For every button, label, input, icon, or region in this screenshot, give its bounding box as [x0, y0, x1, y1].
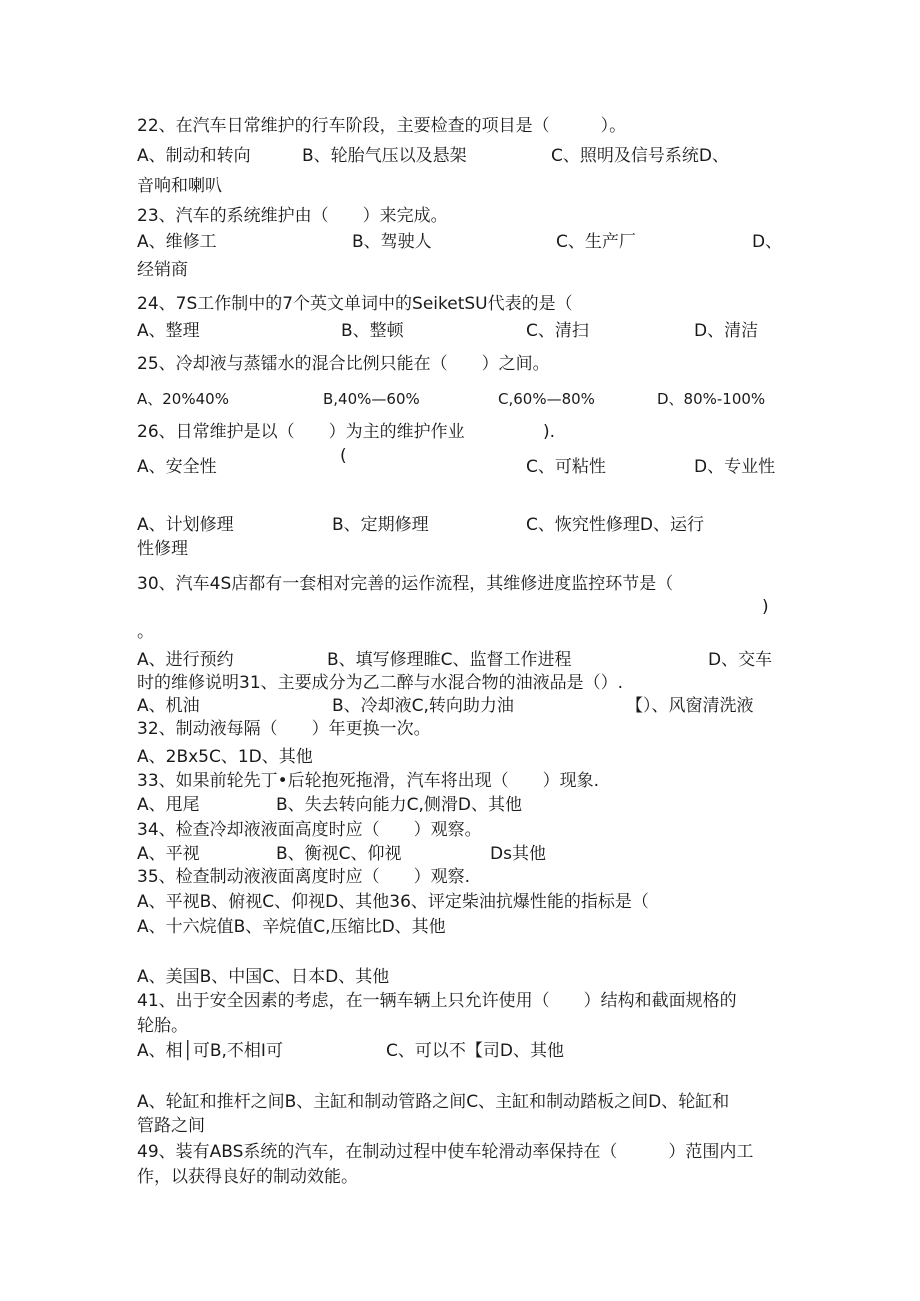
- q24-option-b: B、整顿: [341, 321, 404, 341]
- q35-stem: 35、检查制动液液面离度时应（ ）观察.: [137, 867, 471, 887]
- q34-options-b-c: B、衡视C、仰视: [276, 844, 402, 864]
- q27-option-a: A、计划修理: [137, 515, 234, 535]
- q23-stem: 23、汽车的系统维护由（ ）来完成。: [137, 206, 448, 226]
- q33-option-a: A、甩尾: [137, 795, 200, 815]
- q23-option-d-label: D、: [752, 232, 783, 252]
- q24-option-c: C、清扫: [526, 321, 589, 341]
- q25-option-b: B,40%—60%: [323, 390, 420, 408]
- q22-option-d: 音响和喇叭: [137, 176, 222, 196]
- q23-option-c: C、生产厂: [556, 232, 636, 252]
- q22-option-b: B、轮胎气压以及悬架: [302, 146, 467, 166]
- q31-option-b-c: B、冷却液C,转向助力油: [332, 696, 514, 716]
- q22-option-a: A、制动和转向: [137, 146, 251, 166]
- q33-options-b-d: B、失去转向能力C,侧滑D、其他: [276, 795, 523, 815]
- q41-stem: 41、出于安全因素的考虑，在一辆车辆上只允许使用（ ）结构和截面规格的: [137, 991, 737, 1011]
- q22-stem: 22、在汽车日常维护的行车阶段，主要检查的项目是（ ）。: [137, 116, 627, 136]
- q22-option-c: C、照明及信号系统D、: [551, 146, 729, 166]
- q23-option-d: 经销商: [137, 260, 188, 280]
- q34-option-d: Ds其他: [490, 844, 546, 864]
- q31-option-a: A、机油: [137, 696, 200, 716]
- q30-option-b-c: B、填写修理睢C、监督工作进程: [327, 650, 572, 670]
- q-options-countries: A、美国B、中国C、日本D、其他: [137, 967, 390, 987]
- q24-option-a: A、整理: [137, 321, 200, 341]
- q33-stem: 33、如果前轮先丁•后轮抱死拖滑，汽车将出现（ ）现象.: [137, 771, 600, 791]
- q31-option-d: 【）、风窗清洗液: [626, 696, 754, 716]
- q30-option-d: D、交车: [708, 650, 773, 670]
- q23-option-a: A、维修工: [137, 232, 217, 252]
- q25-option-a: A、20%40%: [137, 390, 229, 408]
- q23-option-b: B、驾驶人: [352, 232, 432, 252]
- q41-options-a-b: A、相│可B,不相I可: [137, 1041, 283, 1061]
- q41-options-c-d: C、可以不【司D、其他: [386, 1041, 564, 1061]
- q30-option-a: A、进行预约: [137, 650, 234, 670]
- q27-option-b: B、定期修理: [332, 515, 429, 535]
- q-options-brake-circuit: A、轮缸和推杆之间B、主缸和制动管路之间C、主缸和制动踏板之间D、轮缸和: [137, 1092, 730, 1112]
- q36-options: A、十六烷值B、辛烷值C,压缩比D、其他: [137, 917, 446, 937]
- q30-stem-end: 。: [137, 622, 154, 642]
- q24-stem: 24、7S工作制中的7个英文单词中的SeiketSU代表的是（: [137, 294, 573, 314]
- q25-option-c: C,60%—80%: [498, 390, 595, 408]
- q26-stem: 26、日常维护是以（ ）为主的维护作业: [137, 422, 465, 442]
- q49-stem: 49、装有ABS系统的汽车，在制动过程中使车轮滑动率保持在（ ）范围内工: [137, 1142, 754, 1162]
- q26-option-d: D、专业性: [694, 457, 776, 477]
- q32-options: A、2Bx5C、1D、其他: [137, 747, 313, 767]
- q26-option-c: C、可粘性: [526, 457, 606, 477]
- q30-stem-paren: ): [762, 597, 769, 617]
- q26-stray-paren: (: [340, 446, 347, 466]
- q26-stem-end: ).: [543, 422, 556, 442]
- q27-option-d: 性修理: [137, 539, 188, 559]
- q26-option-a: A、安全性: [137, 457, 217, 477]
- q34-option-a: A、平视: [137, 844, 200, 864]
- q41-stem-end: 轮胎。: [137, 1016, 188, 1036]
- q35-q36-line: A、平视B、俯视C、仰视D、其他36、评定柴油抗爆性能的指标是（: [137, 892, 649, 912]
- q32-stem: 32、制动液每隔（ ）年更换一次。: [137, 719, 431, 739]
- q-options-brake-circuit-end: 管路之间: [137, 1116, 205, 1136]
- q25-option-d: D、80%-100%: [657, 390, 766, 408]
- q27-option-c: C、恢究性修理D、运行: [526, 515, 704, 535]
- q24-option-d: D、清洁: [694, 321, 759, 341]
- q30-q31-line: 时的维修说明31、主要成分为乙二醉与水混合物的油液品是（）.: [137, 673, 624, 693]
- q30-stem: 30、汽车4S店都有一套相对完善的运作流程，其维修进度监控环节是（: [137, 574, 674, 594]
- q34-stem: 34、检查冷却液液面高度时应（ ）观察。: [137, 820, 482, 840]
- q49-stem-end: 作，以获得良好的制动效能。: [137, 1167, 358, 1187]
- q25-stem: 25、冷却液与蒸镭水的混合比例只能在（ ）之间。: [137, 354, 550, 374]
